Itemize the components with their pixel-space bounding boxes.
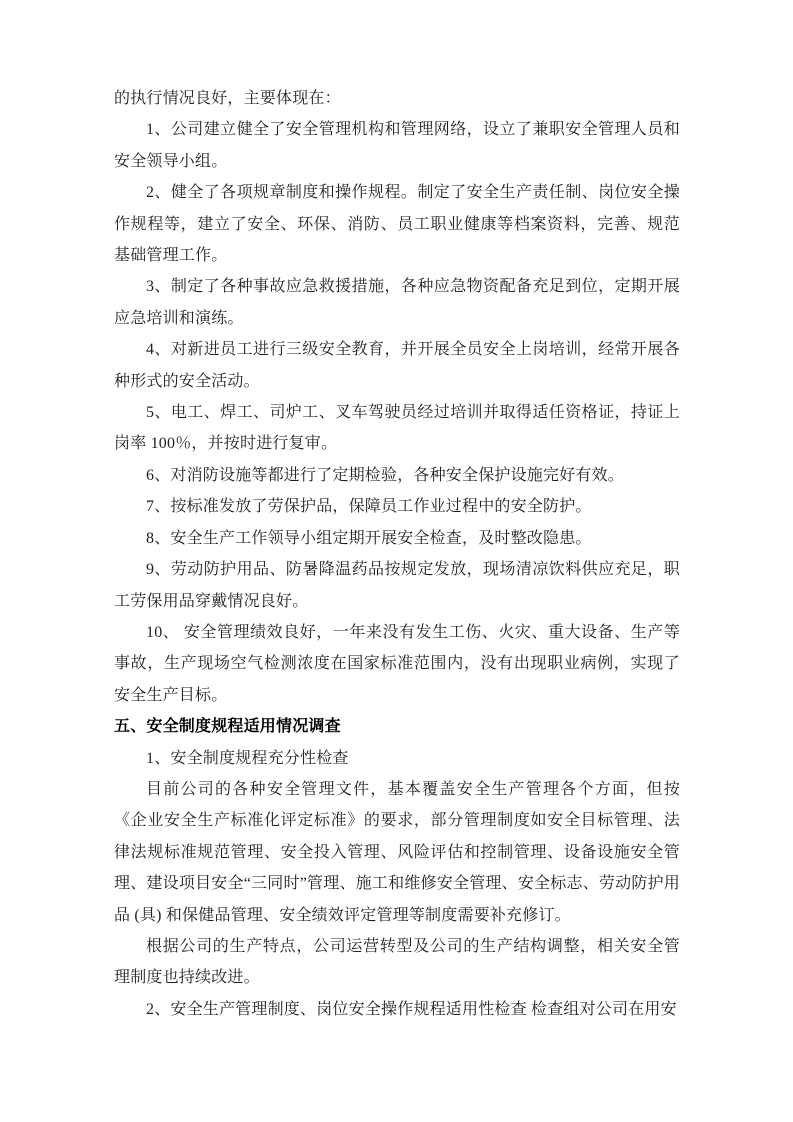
paragraph: 1、公司建立健全了安全管理机构和管理网络，设立了兼职安全管理人员和安全领导小组。 bbox=[114, 121, 680, 170]
paragraph: 8、安全生产工作领导小组定期开展安全检查，及时整改隐患。 bbox=[146, 529, 592, 547]
paragraph: 1、安全制度规程充分性检查 bbox=[146, 749, 349, 767]
paragraph: 的执行情况良好，主要体现在： bbox=[114, 90, 341, 107]
paragraph: 6、对消防设施等都进行了定期检验，各种安全保护设施完好有效。 bbox=[146, 466, 625, 484]
paragraph: 根据公司的生产特点，公司运营转型及公司的生产结构调整，相关安全管理制度也持续改进。 bbox=[114, 937, 680, 987]
paragraph: 5、电工、焊工、司炉工、叉车驾驶员经过培训并取得适任资格证，持证上岗率 100％，并按时进行复审。 bbox=[114, 404, 680, 453]
paragraph: 7、按标准发放了劳保护品，保障员工作业过程中的安全防护。 bbox=[146, 498, 592, 516]
paragraph: 3、制定了各种事故应急救援措施，各种应急物资配备充足到位，定期开展应急培训和演练。 bbox=[114, 278, 680, 327]
paragraph: 9、劳动防护用品、防暑降温药品按规定发放，现场清凉饮料供应充足，职工劳保用品穿戴情况良好。 bbox=[114, 561, 680, 610]
section-heading: 五、安全制度规程适用情况调查 bbox=[114, 718, 341, 736]
paragraph: 4、对新进员工进行三级安全教育，并开展全员安全上岗培训，经常开展各种形式的安全活动。 bbox=[114, 341, 680, 390]
paragraph: 10、 安全管理绩效良好，一年来没有发生工伤、火灾、重大设备、生产等事故，生产现场空气检测浓度在国家标准范围内，没有出现职业病例，实现了安全生产目标。 bbox=[114, 623, 680, 704]
document-body bbox=[114, 83, 680, 1025]
paragraph: 目前公司的各种安全管理文件，基本覆盖安全生产管理各个方面，但按《企业安全生产标准化评定标准》的要求，部分管理制度如安全目标管理、法律法规标准规范管理、安全投入管理、风险评估和控制管理、设备设施安全管理、建设项目安全“三同时”管理、施工和维修安全管理、安全标志、劳动防护用品 (具) 和保健品管理、安全绩效评定管理等制度需要补充修订。 bbox=[114, 780, 680, 924]
paragraph: 2、健全了各项规章制度和操作规程。制定了安全生产责任制、岗位安全操作规程等，建立了安全、环保、消防、员工职业健康等档案资料，完善、规范基础管理工作。 bbox=[114, 184, 680, 265]
paragraph: 2、安全生产管理制度、岗位安全操作规程适用性检查 检查组对公司在用安 bbox=[146, 1000, 677, 1018]
